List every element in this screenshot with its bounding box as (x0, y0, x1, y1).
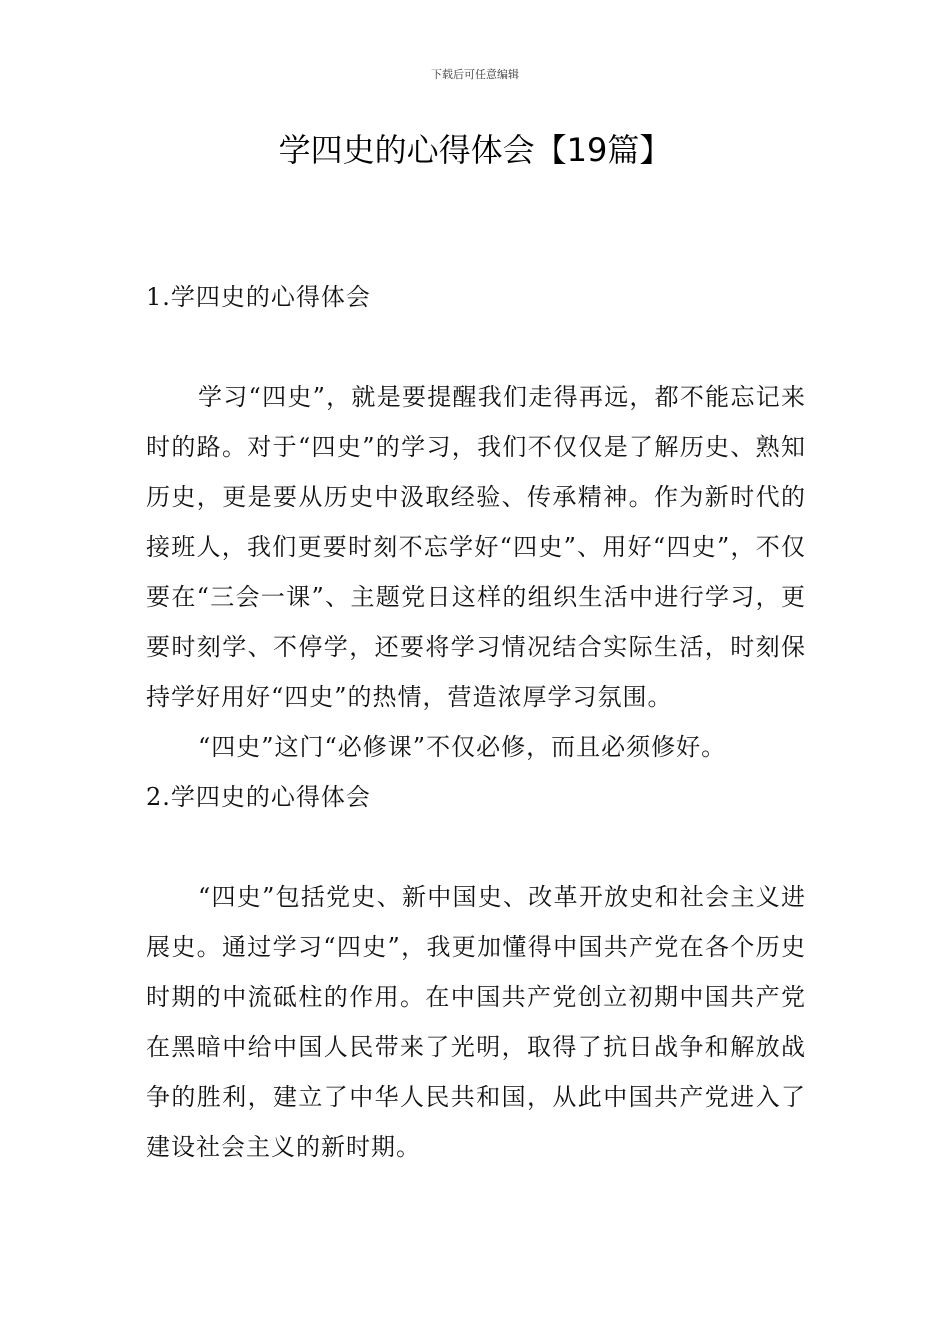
header-note: 下载后可任意编辑 (431, 68, 519, 81)
section-1-paragraph-1: 学习“四史”，就是要提醒我们走得再远，都不能忘记来时的路。对于“四史”的学习，我们不仅仅是了解历史、熟知历史，更是要从历史中汲取经验、传承精神。作为新时代的接班人，我们更要时刻不忘学好“四史”、用好“四史”，不仅要在“三会一课”、主题党日这样的组织生活中进行学习，更要时刻学、不停学，还要将学习情况结合实际生活，时刻保持学好用好“四史”的热情，营造浓厚学习氛围。 (146, 383, 806, 711)
spacer (146, 822, 806, 872)
document-title: 学四史的心得体会【19篇】 (278, 131, 672, 169)
spacer (146, 322, 806, 372)
section-1-paragraph-2: “四史”这门“必修课”不仅必修，而且必须修好。 (198, 733, 727, 761)
document-body (146, 272, 806, 1172)
section-2-heading: 2.学四史的心得体会 (146, 783, 371, 811)
section-1-heading: 1.学四史的心得体会 (146, 283, 371, 311)
section-2-paragraph-1: “四史”包括党史、新中国史、改革开放史和社会主义进展史。通过学习“四史”，我更加懂得中国共产党在各个历史时期的中流砥柱的作用。在中国共产党创立初期中国共产党在黑暗中给中国人民带来了光明，取得了抗日战争和解放战争的胜利，建立了中华人民共和国，从此中国共产党进入了建设社会主义的新时期。 (146, 883, 806, 1161)
